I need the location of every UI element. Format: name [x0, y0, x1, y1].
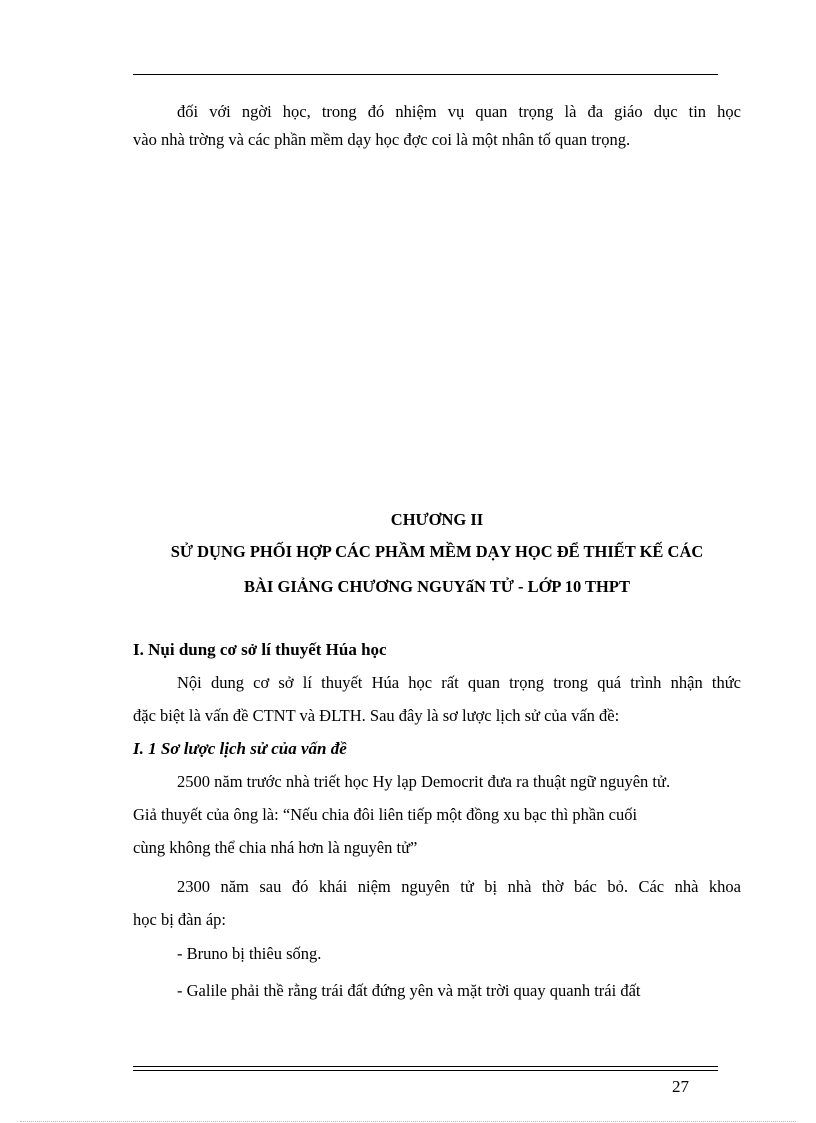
header-rule	[133, 74, 718, 75]
sub-para1-line-3: cùng không thể chia nhá hơn là nguyên tử”	[133, 838, 418, 857]
subsection-title: I. 1 Sơ lược lịch sử của vấn đề	[133, 739, 347, 758]
page-number: 27	[672, 1077, 689, 1096]
chapter-title-line-1: SỬ DỤNG PHỐI HỢP CÁC PHẦM MỀM DẠY HỌC ĐỂ THIẾT KẾ CÁC	[170, 542, 704, 561]
sub-para1-line-2: Giả thuyết của ông là: “Nếu chia đôi liên tiếp một đồng xu bạc thì phần cuối	[133, 805, 638, 824]
sub-para2-line-2: học bị đàn áp:	[133, 910, 227, 929]
intro-line-2: vào nhà trờng và các phần mềm dạy học đợc coi là một nhân tố quan trọng.	[133, 130, 631, 149]
chapter-title-line-2: BÀI GIẢNG CHƯƠNG NGUYấN TỬ - LỚP 10 THPT	[244, 577, 630, 596]
section-para-line-2: đặc biệt là vấn đề CTNT và ĐLTH. Sau đây là sơ lược lịch sử của vấn đề:	[133, 706, 620, 725]
chapter-label: CHƯƠNG II	[390, 510, 484, 529]
section-title: I. Nụi dung cơ sở lí thuyết Húa học	[133, 640, 387, 659]
section-para-line-1: Nội dung cơ sở lí thuyết Húa học rất quan trọng trong quá trình nhận thức	[177, 673, 741, 692]
bullet-item-1: - Bruno bị thiêu sống.	[177, 944, 322, 963]
sub-para1-line-1: 2500 năm trước nhà triết học Hy lạp Democrit đưa ra thuật ngữ nguyên tử.	[177, 772, 671, 791]
intro-line-1: đối với ngời học, trong đó nhiệm vụ quan trọng là đa giáo dục tin học	[177, 102, 741, 121]
sub-para2-line-1: 2300 năm sau đó khái niệm nguyên tử bị nhà thờ bác bỏ. Các nhà khoa	[177, 877, 741, 896]
bullet-item-2: - Galile phải thề rằng trái đất đứng yên và mặt trời quay quanh trái đất	[177, 981, 641, 1000]
page-edge-divider	[20, 1121, 796, 1122]
footer-rule	[133, 1066, 718, 1071]
